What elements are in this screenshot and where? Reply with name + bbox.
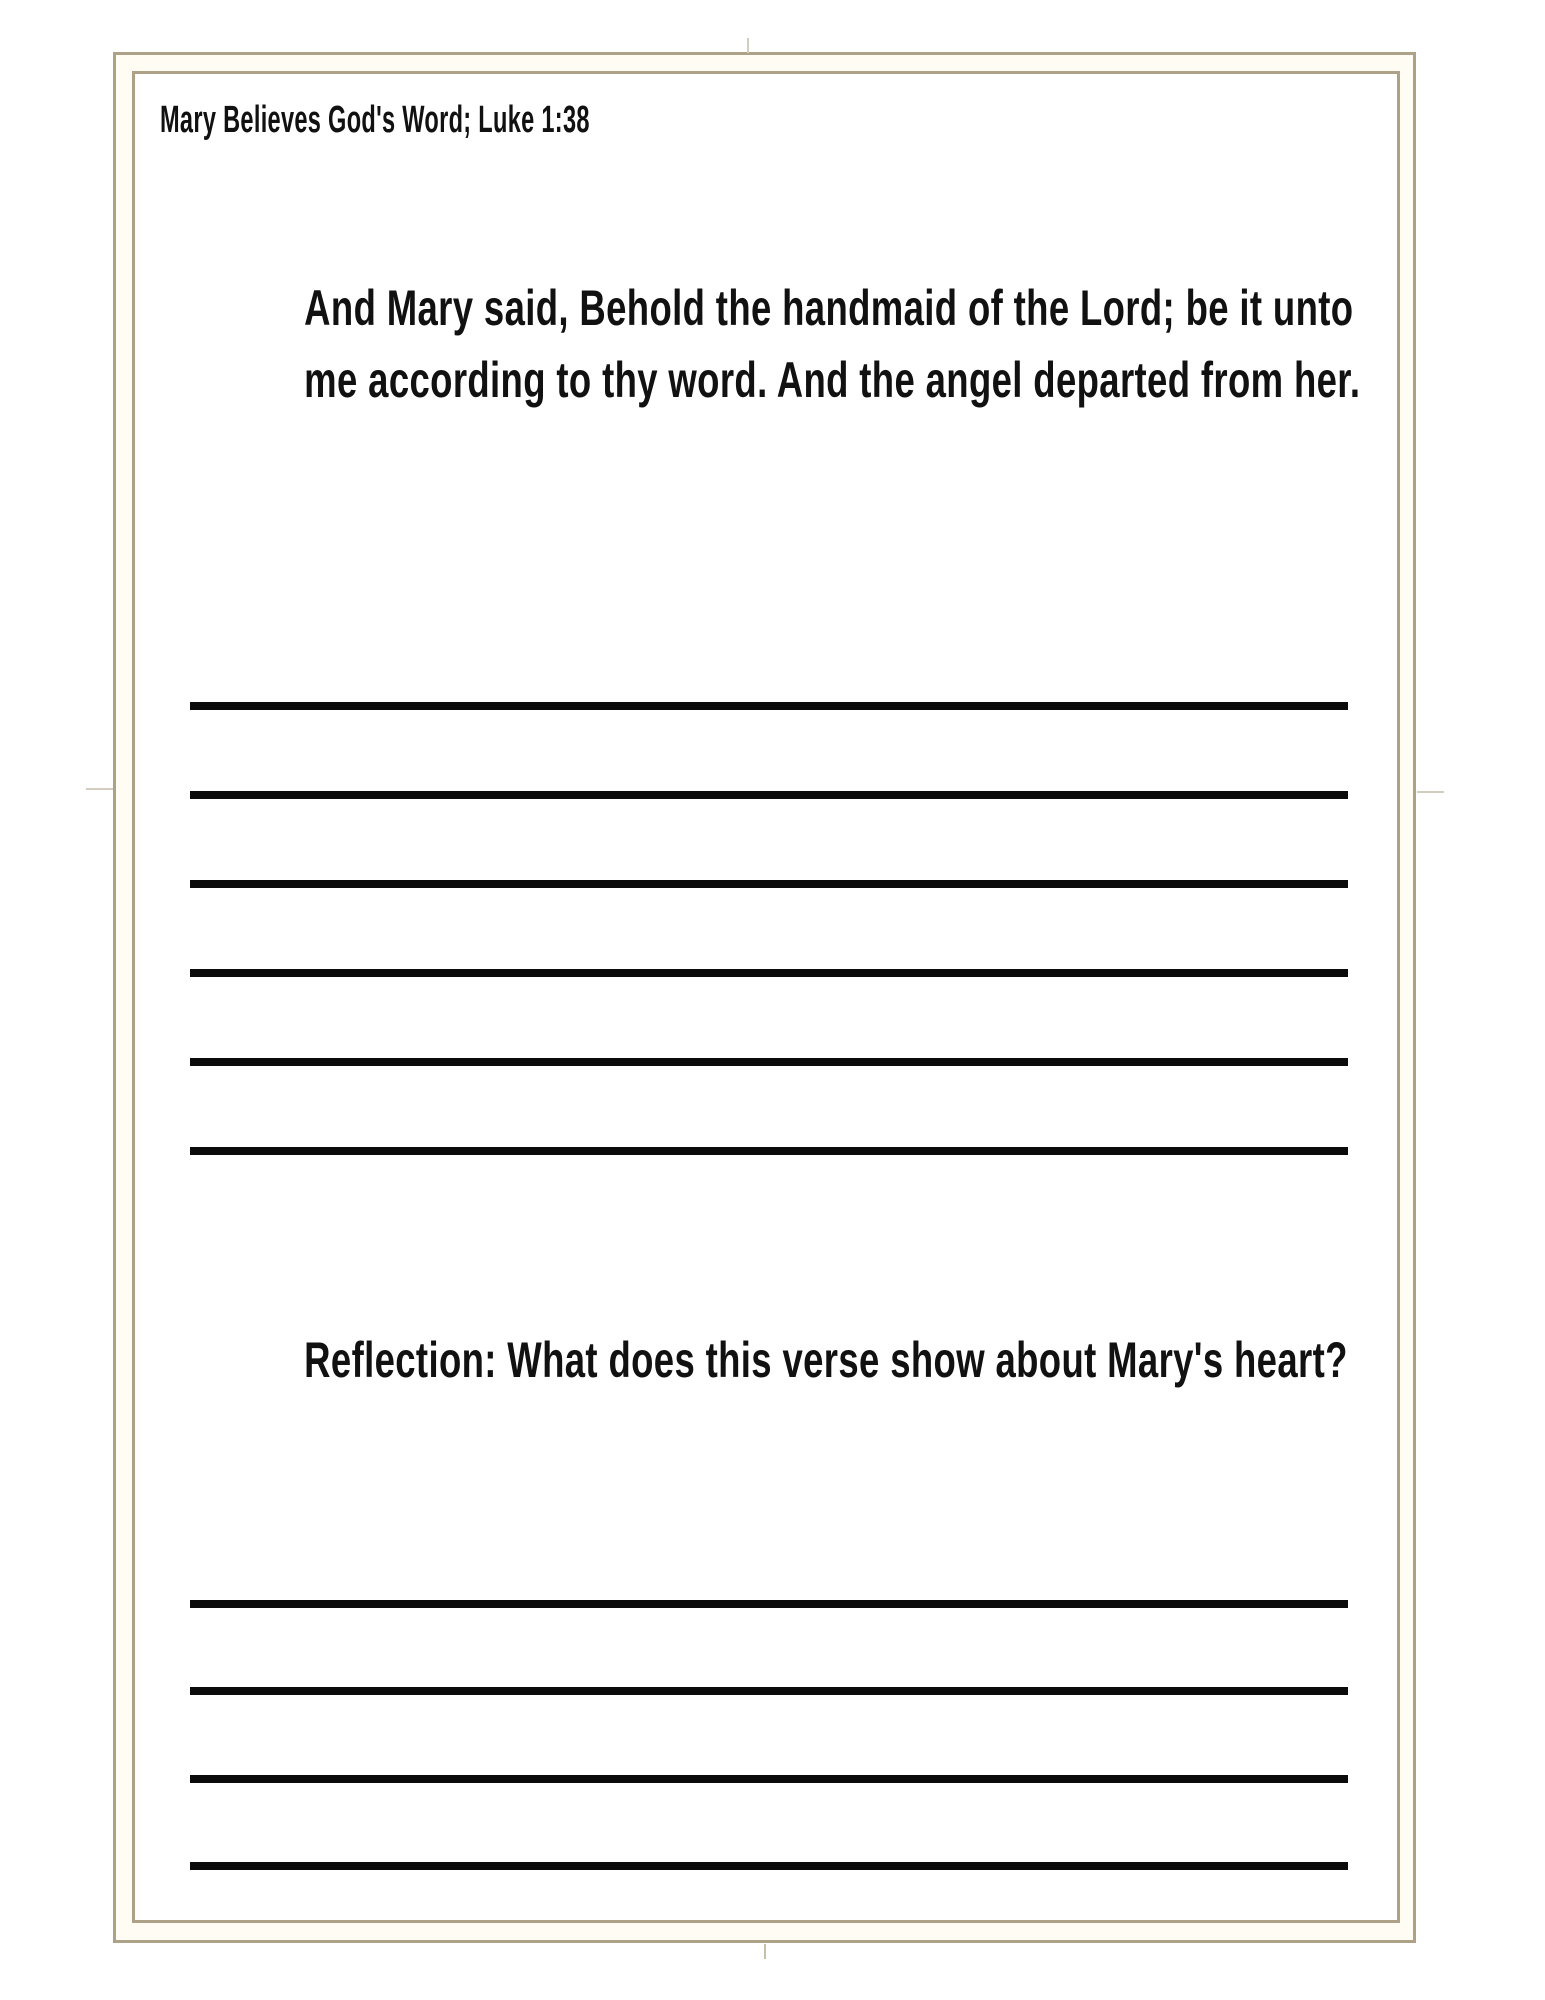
writing-line	[190, 969, 1348, 977]
seam-mark-left	[86, 788, 113, 790]
verse-text	[133, 272, 1401, 416]
writing-line	[190, 1147, 1348, 1155]
writing-line	[190, 1687, 1348, 1695]
seam-mark-right	[1417, 791, 1444, 793]
worksheet-title: Mary Believes God's Word; Luke 1:38	[160, 99, 590, 141]
reflection-question-text: Reflection: What does this verse show about Mary's heart?	[304, 1332, 1348, 1388]
verse-line-1: And Mary said, Behold the handmaid of the Lord; be it unto	[304, 280, 1354, 336]
writing-line	[190, 1775, 1348, 1783]
seam-mark-top	[747, 38, 749, 53]
reflection-writing-lines	[190, 1600, 1348, 1949]
writing-line	[190, 702, 1348, 710]
reflection-question	[133, 1330, 1401, 1390]
writing-line	[190, 1600, 1348, 1608]
writing-line	[190, 1862, 1348, 1870]
writing-line	[190, 1058, 1348, 1066]
verse-writing-lines	[190, 702, 1348, 1236]
verse-line-2: me according to thy word. And the angel departed from her.	[304, 352, 1361, 408]
writing-line	[190, 791, 1348, 799]
writing-line	[190, 880, 1348, 888]
